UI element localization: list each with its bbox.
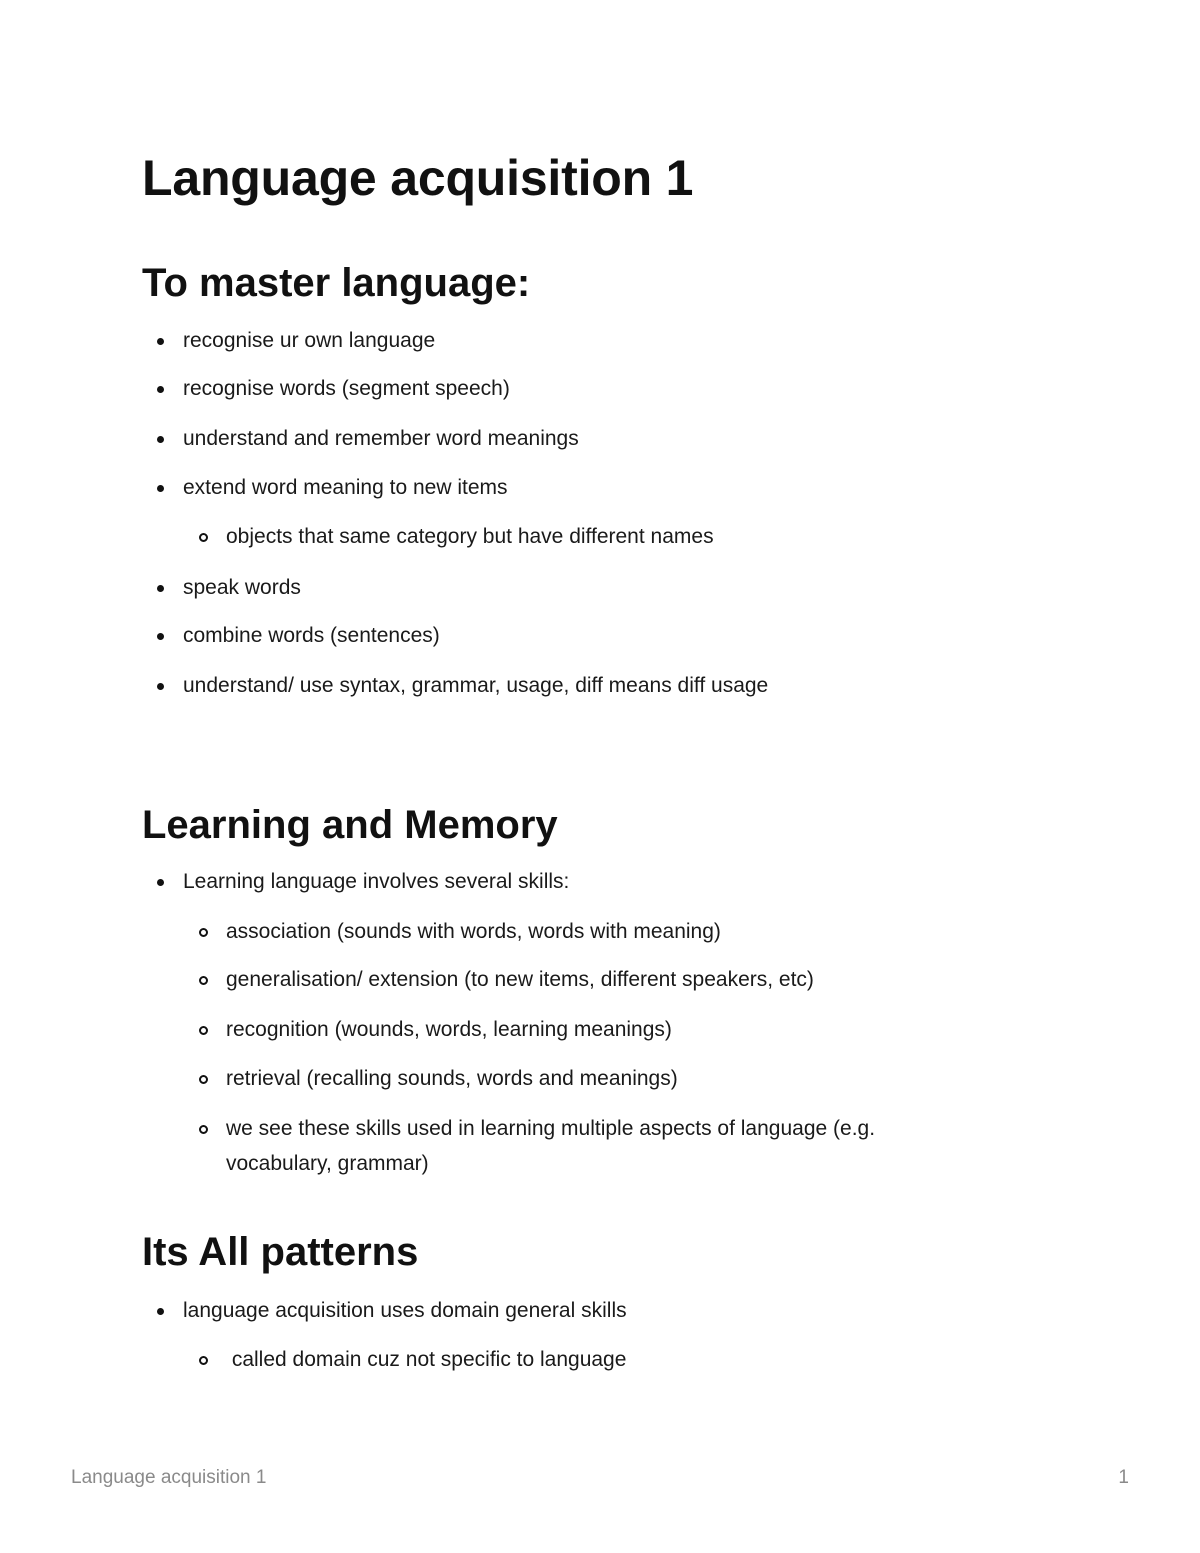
bullet-icon [157,386,164,393]
section-heading-master-language: To master language: [142,261,531,305]
list-item [183,372,510,406]
list-item-text: speak words [183,576,301,599]
page-title: Language acquisition 1 [142,150,694,206]
page-number: 1 [1118,1467,1129,1488]
sub-list-item [226,963,814,997]
list-item-text: language acquisition uses domain general skills [183,1299,627,1322]
list-item-text: Learning language involves several skills: [183,870,570,893]
sub-list-item-continuation [226,1147,429,1181]
bullet-icon [157,436,164,443]
list-item-text: recognise words (segment speech) [183,377,510,400]
bullet-icon [157,633,164,640]
footer-title: Language acquisition 1 [71,1467,267,1488]
bullet-icon [157,1308,164,1315]
list-item-text: understand and remember word meanings [183,427,579,450]
list-item-text: recognition (wounds, words, learning meanings) [226,1018,672,1041]
list-item [183,324,435,358]
list-item-text: association (sounds with words, words with meaning) [226,920,721,943]
list-item [183,865,569,899]
list-item [183,422,579,456]
hollow-bullet-icon [199,533,208,542]
list-item [183,1294,627,1328]
hollow-bullet-icon [199,1125,208,1134]
bullet-icon [157,879,164,886]
sub-list-item [226,1062,678,1096]
list-item-text: generalisation/ extension (to new items, different speakers, etc) [226,968,814,991]
hollow-bullet-icon [199,1075,208,1084]
list-item-text: understand/ use syntax, grammar, usage, diff means diff usage [183,674,769,697]
sub-list-item [226,915,721,949]
list-item [183,619,440,653]
list-item-text: vocabulary, grammar) [226,1152,429,1175]
list-item-text: called domain cuz not specific to language [226,1348,627,1371]
list-item-text: we see these skills used in learning multiple aspects of language (e.g. [226,1117,876,1140]
list-item [183,669,768,703]
sub-list-item [226,1343,626,1377]
hollow-bullet-icon [199,1026,208,1035]
list-item [183,571,301,605]
sub-list-item [226,1112,875,1146]
section-heading-learning-memory: Learning and Memory [142,803,558,847]
sub-list-item [226,1013,672,1047]
list-item-text: objects that same category but have different names [226,525,714,548]
list-item-text: combine words (sentences) [183,624,440,647]
bullet-icon [157,485,164,492]
bullet-icon [157,683,164,690]
list-item-text: extend word meaning to new items [183,476,508,499]
list-item [183,471,508,505]
bullet-icon [157,338,164,345]
section-heading-patterns: Its All patterns [142,1230,419,1274]
bullet-icon [157,585,164,592]
hollow-bullet-icon [199,928,208,937]
hollow-bullet-icon [199,1356,208,1365]
sub-list-item [226,520,714,554]
list-item-text: retrieval (recalling sounds, words and meanings) [226,1067,678,1090]
list-item-text: recognise ur own language [183,329,436,352]
hollow-bullet-icon [199,976,208,985]
